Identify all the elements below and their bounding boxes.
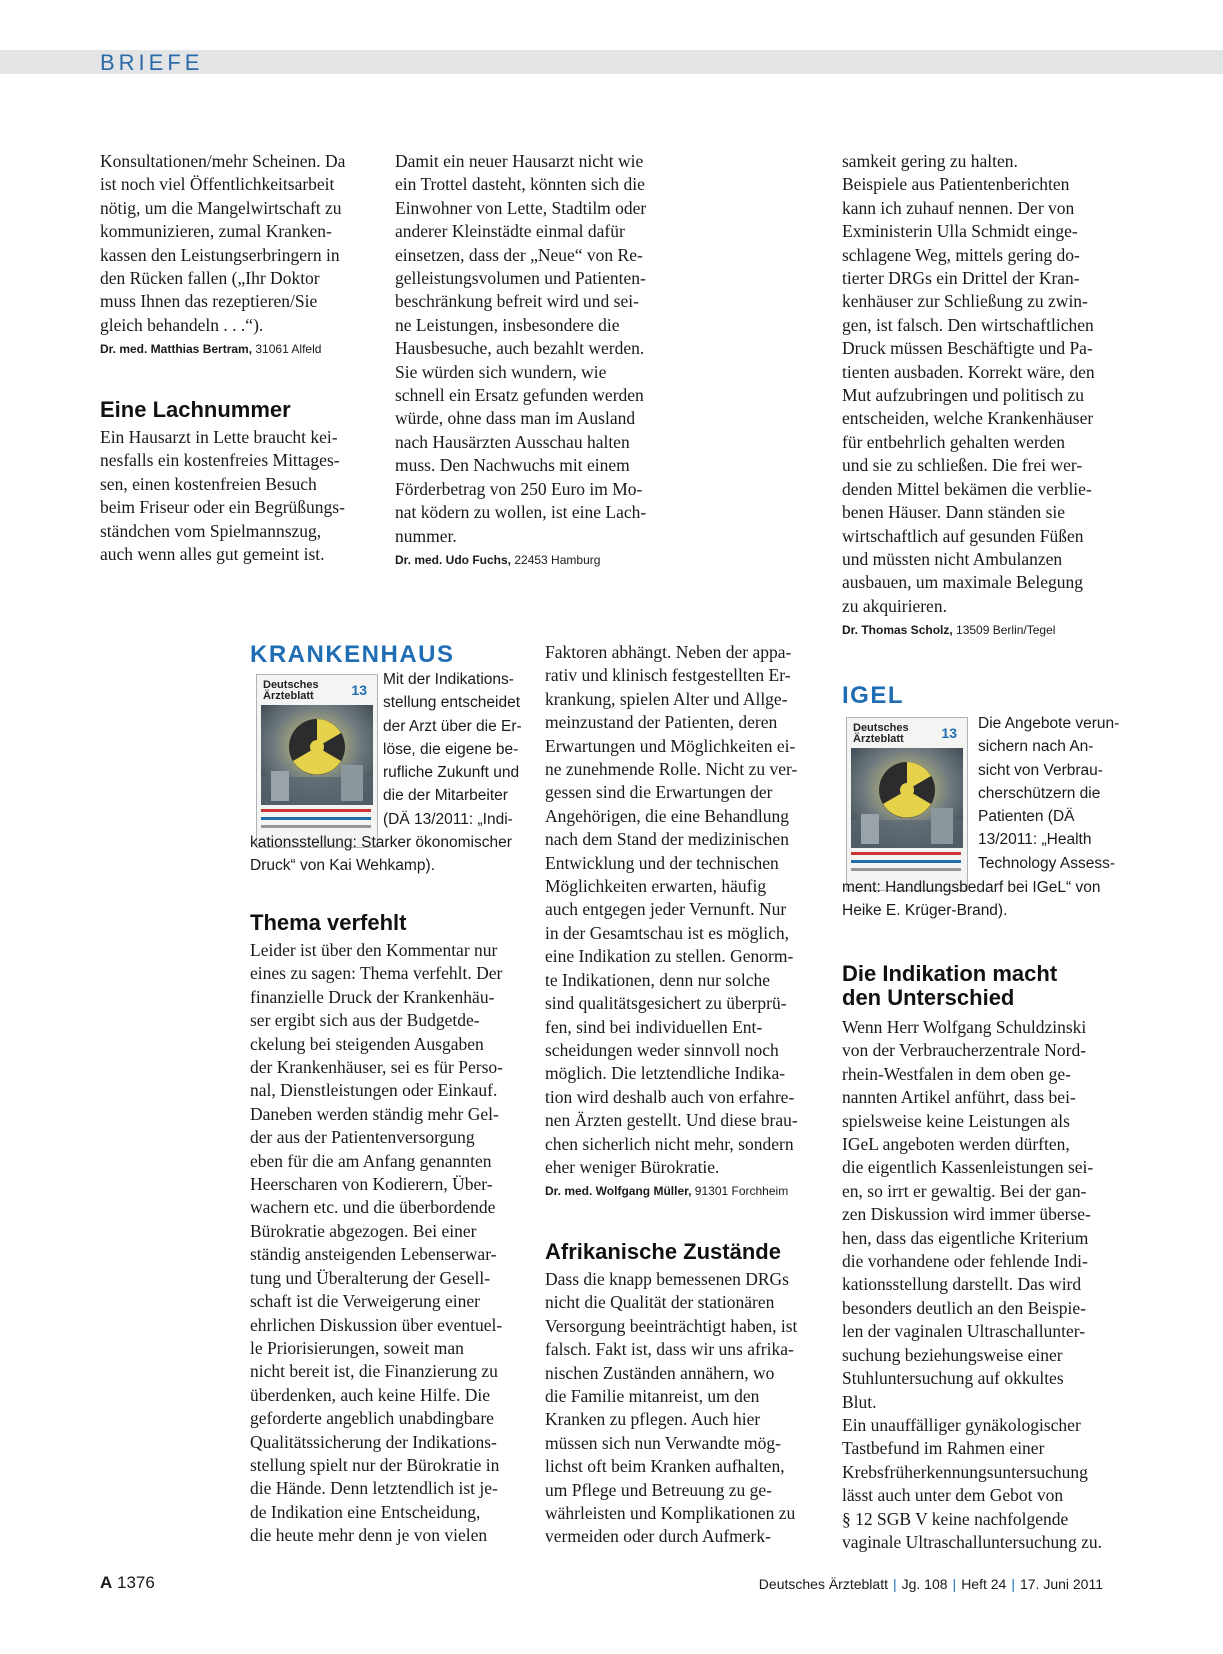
letter-text: Dass die knapp bemessenen DRGs nicht die Qualität der stationären Versorgung beeinträchtigt haben, ist falsch. Fakt ist, dass wir uns afrika- nischen Zuständen annähern, wo die Familie mitanreist, um den Kranken zu pflegen. Auch hier müssen sich nun Verwandte mög- lichst oft beim Kranken aufhalten, um Pflege und Betreuung zu ge- währleisten und Komplikationen zu vermeiden oder durch Aufmerk- (545, 1269, 798, 1547)
letter-heading: Thema verfehlt (250, 910, 407, 935)
section-intro-continued (842, 876, 1132, 923)
separator: | (892, 1576, 897, 1592)
author-place: 22453 Hamburg (511, 552, 601, 567)
letter-mueller (545, 641, 830, 1199)
cover-stripe (851, 860, 961, 863)
journal-volume: Jg. 108 (901, 1576, 948, 1592)
letter-thema-verfehlt (250, 911, 532, 1548)
radiation-symbol-icon (851, 748, 963, 848)
journal-name: Deutsches Ärzteblatt (758, 1576, 888, 1592)
author-place: 13509 Berlin/Tegel (952, 623, 1056, 638)
letter-text: Konsultationen/mehr Scheinen. Da ist noch viel Öffentlichkeitsarbeit nötig, um die Mangelwirtschaft zu kommunizieren, zumal Kranken- kassen den Leistungserbringern in den Rücken fallen („Ihr Doktor muss Ihnen das rezeptieren/Sie gleich behandeln . . .“). (100, 151, 346, 335)
radiation-symbol-icon (261, 705, 373, 805)
section-title-krankenhaus: KRANKENHAUS (250, 641, 455, 668)
author-name: Dr. med. Matthias Bertram, (100, 342, 253, 357)
letter-heading: Die Indikation macht den Unterschied (842, 961, 1058, 1010)
cover-masthead: Deutsches Ärzteblatt (263, 679, 319, 702)
cover-stripe (851, 852, 961, 855)
journal-cover-image (846, 717, 968, 891)
section-intro-text: ment: Handlungsbedarf bei IGeL“ von Heike E. Krüger-Brand). (842, 879, 1101, 920)
section-intro-continued (250, 831, 530, 878)
cover-stripe (851, 868, 961, 871)
cover-stripe (261, 817, 371, 820)
page-prefix: A (100, 1573, 113, 1592)
letter-afrikanische-zustaende (545, 1240, 830, 1549)
letter-text: Damit ein neuer Hausarzt nicht wie ein Trottel dasteht, könnten sich die Einwohner von Lette, Stadtilm oder anderer Kleinstädte einmal dafür einsetzen, dass der „Neue“ von Re- gelleistungsvolumen und Patienten- beschränkung befreit wird und sei- ne Leistungen, insbesondere die Hausbesuche, auch bezahlt werden. Sie würden sich wundern, wie schnell ein Ersatz gefunden werden würde, ohne dass man im Ausland nach Hausärzten Ausschau halten muss. Den Nachwuchs mit einem Förderbetrag von 250 Euro im Mo- nat ködern zu wollen, ist eine Lach- nummer. (395, 151, 647, 546)
letter-heading: Eine Lachnummer (100, 397, 291, 422)
letter-indikation (842, 962, 1134, 1554)
cover-masthead: Deutsches Ärzteblatt (853, 722, 909, 745)
letter-text: samkeit gering zu halten. Beispiele aus Patientenberichten kann ich zuhauf nennen. Der von Exministerin Ulla Schmidt einge- schlagene Weg, mittels gering do- tierter DRGs ein Drittel der Kran- kenhäuser zur Schließung zu zwin- gen, ist falsch. Den wirtschaftlichen Druck müssen Beschäftigte und Pa- tienten ausbaden. Korrekt wäre, den Mut aufzubringen und politisch zu entscheiden, welche Krankenhäuser für entbehrlich gehalten werden und sie zu schließen. Die frei wer- denden Mittel bekämen die verblie- benen Häuser. Dann ständen sie wirtschaftlich auf gesunden Füßen und müssten nicht Ambulanzen ausbauen, um maximale Belegung zu akquirieren. (842, 151, 1095, 616)
separator: | (952, 1576, 957, 1592)
letter-lachnummer (100, 398, 380, 566)
author-name: Dr. med. Wolfgang Müller, (545, 1184, 692, 1199)
section-intro-wrap (978, 712, 1128, 875)
separator: | (1011, 1576, 1015, 1592)
author-name: Dr. Thomas Scholz, (842, 623, 953, 638)
author-place: 91301 Forchheim (691, 1184, 789, 1199)
letter-text: Wenn Herr Wolfgang Schuldzinski von der Verbraucherzentrale Nord- rhein-Westfalen in dem oben ge- nannten Artikel anführt, dass bei- spielsweise keine Leistungen als IGeL angeboten werden dürften, die eigentlich Kassenleistungen sei- en, so irrt er gewaltig. Bei der gan- zen Diskussion wird immer überse- hen, dass das eigentliche Kriterium die vorhandene oder fehlende Indi- kationsstellung darstellt. Das wird besonders deutlich an den Beispie- len der vaginalen Ultraschallunter- suchung beziehungsweise einer Stuhluntersuchung auf okkultes Blut. Ein unauffälliger gynäkologischer Tastbefund im Rahmen einer Krebsfrüherkennungsuntersuchung lässt auch unter dem Gebot von § 12 SGB V keine nachfolgende vaginale Ultraschalluntersuchung zu. (842, 1017, 1102, 1552)
section-intro-text: Mit der Indikations- stellung entscheidet der Arzt über die Er- löse, die eigene be- rufliche Zukunft und die der Mitarbeiter (DÄ 13/2011: „Indi- (383, 671, 522, 828)
section-intro-wrap (383, 668, 523, 831)
section-title-igel: IGEL (842, 682, 905, 709)
letter-bertram (100, 150, 380, 357)
author-name: Dr. med. Udo Fuchs, (395, 552, 512, 567)
letter-text: Ein Hausarzt in Lette braucht kei- nesfalls ein kostenfreies Mittages- sen, einen kostenfreien Besuch beim Friseur oder ein Begrüßungs- ständchen vom Spielmannszug, auch wenn alles gut gemeint ist. (100, 427, 345, 565)
cover-issue-number: 13 (941, 725, 957, 741)
footer-citation (759, 1576, 1103, 1592)
journal-issue: Heft 24 (961, 1576, 1007, 1592)
page-number-value: 1376 (112, 1573, 155, 1592)
letter-scholz (842, 150, 1132, 638)
section-intro-text: Die Angebote verun- sichern nach An- sicht von Verbrau- cherschützern die Patienten (DÄ 13/2011: „Health Technology Assess- (978, 715, 1120, 872)
letter-text: Faktoren abhängt. Neben der appa- rativ und klinisch festgestellten Er- krankung, spielen Alter und Allge- meinzustand der Patienten, deren Erwartungen und Möglichkeiten ei- ne zunehmende Rolle. Nicht zu ver- gessen sind die Erwartungen der Angehörigen, die eine Behandlung nach dem Stand der medizinischen Entwicklung und der technischen Möglichkeiten erwarten, häufig auch entgegen jeder Vernunft. Nur in der Gesamtschau ist es möglich, eine Indikation zu stellen. Genorm- te Indikationen, denn nur solche sind qualitätsgesichert zu überprü- fen, sind bei individuellen Ent- scheidungen weder sinnvoll noch möglich. Die letztendliche Indika- tion wird deshalb auch von erfahre- nen Ärzten gestellt. Und diese brau- chen sicherlich nicht mehr, sondern eher weniger Bürokratie. (545, 642, 798, 1177)
author-place: 31061 Alfeld (252, 342, 322, 357)
cover-stripe (261, 825, 371, 828)
journal-date: 17. Juni 2011 (1019, 1576, 1103, 1592)
journal-cover-image (256, 674, 378, 848)
cover-stripe (261, 809, 371, 812)
letter-signature (100, 341, 380, 357)
section-intro-text: kationsstellung: Starker ökonomischer Druck“ von Kai Wehkamp). (250, 834, 512, 875)
letter-text: Leider ist über den Kommentar nur eines zu sagen: Thema verfehlt. Der finanzielle Druck der Krankenhäu- ser ergibt sich aus der Budgetde- ckelung bei steigenden Ausgaben der Krankenhäuser, sei es für Perso- nal, Dienstleistungen oder Einkauf. Daneben werden ständig mehr Gel- der aus der Patientenversorgung eben für die am Anfang genannten Heerscharen von Kodierern, Über- wachern etc. und die überbordende Bürokratie abgezogen. Bei einer ständig ansteigenden Lebenserwar- tung und Überalterung der Gesell- schaft ist die Verweigerung einer ehrlichen Diskussion über eventuel- le Priorisierungen, soweit man nicht bereit ist, die Finanzierung zu überdenken, auch keine Hilfe. Die geforderte angeblich unabdingbare Qualitätssicherung der Indikations- stellung spielt nur der Bürokratie in die Hände. Denn letztendlich ist je- de Indikation eine Entscheidung, die heute mehr denn je von vielen (250, 940, 503, 1546)
letter-signature (395, 552, 685, 568)
section-label: BRIEFE (100, 50, 204, 75)
letter-signature (545, 1183, 830, 1199)
letter-signature (842, 622, 1132, 638)
page-number (100, 1573, 155, 1593)
letter-fuchs (395, 150, 685, 568)
cover-issue-number: 13 (351, 682, 367, 698)
letter-heading: Afrikanische Zustände (545, 1239, 781, 1264)
